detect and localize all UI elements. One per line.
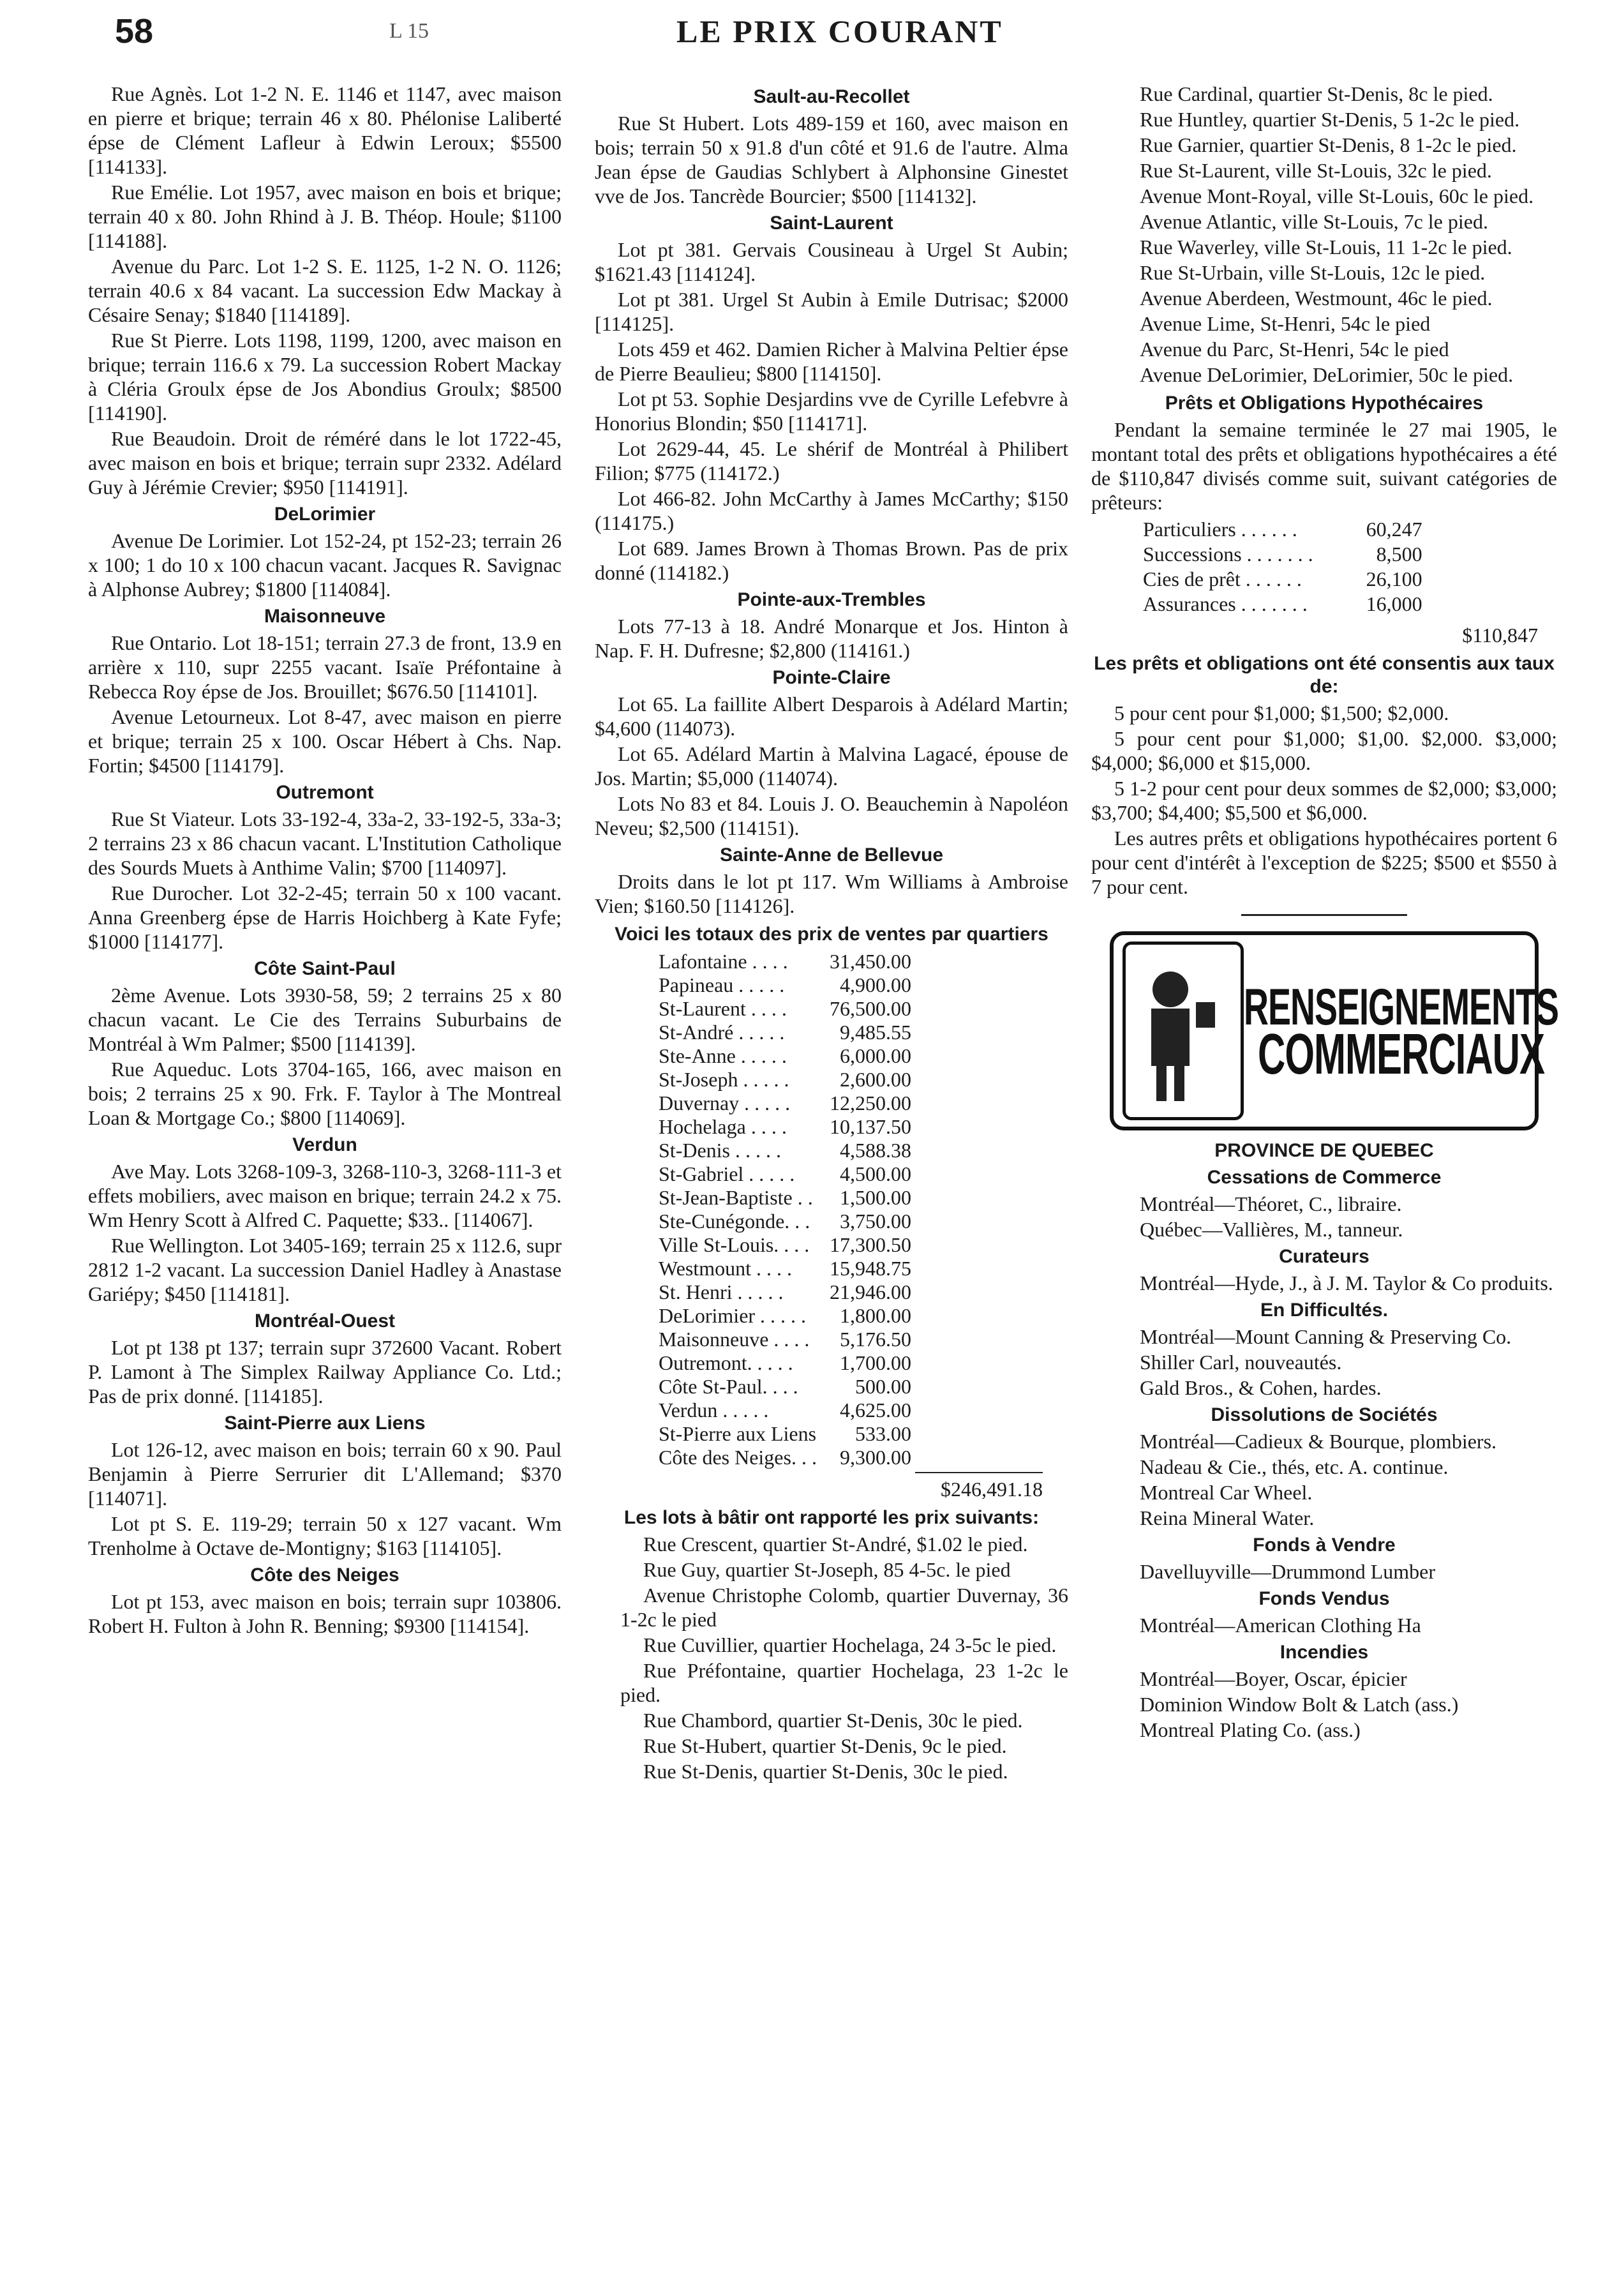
lot-price-entry: Rue St-Urbain, ville St-Louis, 12c le pied. (1140, 261, 1486, 284)
prets-row (1142, 592, 1423, 617)
prets-row (1142, 542, 1423, 567)
totals-row (659, 1233, 911, 1257)
lot-price-entry: Rue Huntley, quartier St-Denis, 5 1-2c le pied. (1140, 108, 1520, 131)
lots-heading: Les lots à bâtir ont rapporté les prix suivants: (623, 1507, 1040, 1528)
lender-amount: 26,100 (1366, 567, 1422, 590)
listing-entry: Lots 459 et 462. Damien Richer à Malvina Peltier épse de Pierre Beaulieu; $800 [114150]. (595, 338, 1068, 385)
lot-price-entry: Rue Waverley, ville St-Louis, 11 1-2c le pied. (1140, 236, 1512, 259)
column-2 (595, 82, 1068, 1785)
taux-heading: Les prêts et obligations ont été consentis aux taux de: (1094, 653, 1555, 697)
listing-entry: Rue Durocher. Lot 32-2-45; terrain 50 x 100 vacant. Anna Greenberg épse de Harris Hoichberg à Kate Fyfe; $1000 [114177]. (88, 882, 562, 953)
listing-entry: Lot pt 153, avec maison en bois; terrain supr 103806. Robert H. Fulton à John R. Benning; $9300 [114154]. (88, 1590, 562, 1637)
banner-line-2: COMMERCIAUX (1258, 1022, 1545, 1086)
listing-entry: Lot 689. James Brown à Thomas Brown. Pas de prix donné (114182.) (595, 537, 1068, 584)
quartier-total: 76,500.00 (829, 997, 911, 1020)
listing-entry: Rue St Hubert. Lots 489-159 et 160, avec maison en bois; terrain 50 x 91.8 d'un côté et 91.6 de l'autre. Alma Jean épse de Gaudias Schlybert à Alphonsine Ginestet vve de Jos. Tancrède Bourcier; $500 [114132]. (595, 112, 1068, 207)
quartier-total: 17,300.50 (829, 1233, 911, 1256)
lot-price-entry: Avenue Atlantic, ville St-Louis, 7c le pied. (1140, 210, 1488, 233)
lender-amount: 8,500 (1376, 543, 1422, 566)
listing-entry: Avenue De Lorimier. Lot 152-24, pt 152-23; terrain 26 x 100; 1 do 10 x 100 chacun vacant. Jacques R. Savignac à Alphonse Aubrey; $1800 [114084]. (88, 529, 562, 601)
listing-entry: Rue Wellington. Lot 3405-169; terrain 25 x 112.6, supr 2812 1-2 vacant. La succession Daniel Hadley à Anastase Gariépy; $450 [114181]. (88, 1234, 562, 1305)
quartier-total: 15,948.75 (829, 1257, 911, 1280)
quartier-total: 9,300.00 (839, 1446, 911, 1469)
listing-entry: Lot 65. Adélard Martin à Malvina Lagacé, épouse de Jos. Martin; $5,000 (114074). (595, 742, 1068, 790)
running-title: LE PRIX COURANT (676, 13, 1003, 49)
commerce-entry: Montréal—American Clothing Ha (1140, 1614, 1421, 1637)
lender-amount: 16,000 (1366, 592, 1422, 615)
column-3 (1091, 82, 1557, 1743)
listing-entry: Rue Ontario. Lot 18-151; terrain 27.3 de front, 13.9 en arrière x 110, supr 2255 vacant. Isaïe Préfontaine à Rebecca Roy épse de Jos. Brouillet; $676.50 [114101]. (88, 631, 562, 703)
totals-row (659, 1351, 911, 1375)
totals-row (659, 1021, 911, 1044)
listing-entry: Rue Emélie. Lot 1957, avec maison en bois et brique; terrain 40 x 80. John Rhind à J. B. Théop. Houle; $1100 [114188]. (88, 181, 562, 252)
quartier-total: 9,485.55 (839, 1021, 911, 1044)
listing-entry: Lot pt 381. Urgel St Aubin à Emile Dutrisac; $2000 [114125]. (595, 288, 1068, 335)
prets-table (1142, 517, 1423, 617)
quartier-total: 12,250.00 (829, 1092, 911, 1114)
totals-row (659, 1257, 911, 1280)
totals-row (659, 997, 911, 1021)
lot-price-entry: Rue Cardinal, quartier St-Denis, 8c le pied. (1140, 82, 1493, 105)
quartier-name: Hochelaga . . . . (659, 1115, 787, 1138)
province-heading: PROVINCE DE QUEBEC (1214, 1140, 1434, 1161)
totals-row (659, 1446, 911, 1469)
commerce-heading: Curateurs (1279, 1246, 1369, 1267)
lot-price-entry: Avenue du Parc, St-Henri, 54c le pied (1140, 338, 1449, 361)
totals-row (659, 1186, 911, 1210)
lender-category: Successions . . . . . . . (1143, 543, 1313, 566)
quartier-name: Maisonneuve . . . . (659, 1328, 810, 1351)
quartier-name: St-Jean-Baptiste . . (659, 1186, 813, 1209)
listing-entry: Lot 466-82. John McCarthy à James McCarthy; $150 (114175.) (595, 487, 1068, 534)
section-heading: Côte des Neiges (250, 1564, 399, 1586)
commerce-entry: Reina Mineral Water. (1140, 1506, 1315, 1529)
quartier-name: Ville St-Louis. . . . (659, 1233, 810, 1256)
listing-entry: Droits dans le lot pt 117. Wm Williams à Ambroise Vien; $160.50 [114126]. (595, 870, 1068, 917)
totals-row (659, 950, 911, 973)
lots-list-continued (1091, 82, 1557, 387)
totals-row (659, 1304, 911, 1328)
commerce-heading: Fonds Vendus (1258, 1588, 1390, 1609)
lot-price-entry: Avenue Christophe Colomb, quartier Duvernay, 36 1-2c le pied (620, 1584, 1068, 1631)
listing-entry: Rue Aqueduc. Lots 3704-165, 166, avec maison en bois; 2 terrains 25 x 90. Frk. F. Taylor à The Montreal Loan & Mortgage Co.; $800 [114069]. (88, 1058, 562, 1129)
listing-entry: Rue Beaudoin. Droit de réméré dans le lot 1722-45, avec maison en bois et brique; terrain supr 2332. Adélard Guy à Jérémie Crevier; $950 [114191]. (88, 427, 562, 499)
section-heading: Saint-Laurent (770, 213, 893, 234)
listing-entry: Lot 126-12, avec maison en bois; terrain 60 x 90. Paul Benjamin à Pierre Serrurier dit L'Allemand; $370 [114071]. (88, 1438, 562, 1510)
lot-price-entry: Rue Chambord, quartier St-Denis, 30c le pied. (643, 1709, 1023, 1732)
totals-row (659, 1115, 911, 1139)
column-2-entries (595, 86, 1068, 918)
quartier-total: 31,450.00 (829, 950, 911, 973)
commerce-heading: Dissolutions de Sociétés (1211, 1404, 1438, 1425)
commerce-heading: Incendies (1280, 1642, 1369, 1663)
listing-entry: 2ème Avenue. Lots 3930-58, 59; 2 terrains 25 x 80 chacun vacant. Le Cie des Terrains Suburbains de Montréal à Wm Palmer; $500 [114139]. (88, 984, 562, 1055)
totals-row (659, 1375, 911, 1399)
quartier-name: Outremont. . . . . (659, 1351, 793, 1374)
listing-entry: Rue Agnès. Lot 1-2 N. E. 1146 et 1147, avec maison en pierre et brique; terrain 46 x 80. Phélonise Laliberté épse de Clément Lafleur à Edwin Leroux; $5500 [114133]. (88, 82, 562, 178)
quartier-total: 3,750.00 (839, 1210, 911, 1233)
quartier-name: Papineau . . . . . (659, 973, 785, 996)
section-heading: DeLorimier (274, 504, 376, 525)
lender-amount: 60,247 (1366, 518, 1422, 541)
taux-entry: 5 pour cent pour $1,000; $1,00. $2,000. $3,000; $4,000; $6,000 et $15,000. (1091, 727, 1557, 774)
listing-entry: Lot pt 53. Sophie Desjardins vve de Cyrille Lefebvre à Honorius Blondin; $50 [114171]. (595, 387, 1068, 435)
renseignements-banner (1110, 931, 1559, 1130)
section-heading: Pointe-aux-Trembles (737, 589, 926, 610)
column-1 (88, 82, 562, 1639)
lot-price-entry: Rue St-Hubert, quartier St-Denis, 9c le pied. (643, 1734, 1007, 1757)
listing-entry: Rue St Pierre. Lots 1198, 1199, 1200, avec maison en brique; terrain 116.6 x 79. La succession Robert Mackay à Cléria Groulx épse de Jos Abondius Groulx; $8500 [114190]. (88, 329, 562, 424)
quartier-total: 6,000.00 (839, 1044, 911, 1067)
quartier-name: St-Joseph . . . . . (659, 1068, 789, 1091)
listing-entry: Lot 65. La faillite Albert Desparois à Adélard Martin; $4,600 (114073). (595, 693, 1068, 740)
listing-entry: Lot 2629-44, 45. Le shérif de Montréal à Philibert Filion; $775 (114172.) (595, 437, 1068, 484)
header-smudge: L 15 (389, 19, 429, 43)
totals-row (659, 1092, 911, 1115)
taux-entry: Les autres prêts et obligations hypothécaires portent 6 pour cent d'intérêt à l'exception de $225; $500 et $550 à 7 pour cent. (1091, 827, 1557, 898)
commerce-heading: Fonds à Vendre (1253, 1534, 1396, 1556)
totals-row (659, 1068, 911, 1092)
lot-price-entry: Avenue Aberdeen, Westmount, 46c le pied. (1140, 287, 1493, 310)
section-heading: Montréal-Ouest (254, 1310, 396, 1332)
totals-row (659, 1210, 911, 1233)
commerce-heading: Cessations de Commerce (1207, 1167, 1442, 1188)
totals-row (659, 1044, 911, 1068)
listing-entry: Lot pt 138 pt 137; terrain supr 372600 Vacant. Robert P. Lamont à The Simplex Railway Appliance Co. Ltd.; Pas de prix donné. [114185]. (88, 1336, 562, 1407)
quartier-total: 1,500.00 (839, 1186, 911, 1209)
commerce-entry: Montréal—Boyer, Oscar, épicier (1140, 1667, 1407, 1690)
quartier-name: St-Denis . . . . . (659, 1139, 781, 1162)
quartier-name: St-André . . . . . (659, 1021, 785, 1044)
listing-entry: Avenue du Parc. Lot 1-2 S. E. 1125, 1-2 N. O. 1126; terrain 40.6 x 84 vacant. La succession Edw Mackay à Césaire Senay; $1840 [114189]. (88, 255, 562, 326)
quartier-name: St. Henri . . . . . (659, 1280, 784, 1303)
section-rule (1241, 914, 1407, 916)
section-heading: Saint-Pierre aux Liens (224, 1413, 426, 1434)
quartier-total: 4,900.00 (839, 973, 911, 996)
lot-price-entry: Rue St-Denis, quartier St-Denis, 30c le pied. (643, 1760, 1008, 1783)
quartier-name: Ste-Cunégonde. . . (659, 1210, 810, 1233)
prets-total: $110,847 (1462, 624, 1538, 647)
quartier-name: St-Gabriel . . . . . (659, 1162, 795, 1185)
totals-row (659, 1162, 911, 1186)
prets-intro: Pendant la semaine terminée le 27 mai 1905, le montant total des prêts et obligations hypothécaires a été de $110,847 divisés comme suit, suivant catégories de prêteurs: (1091, 418, 1557, 514)
quartier-name: Westmount . . . . (659, 1257, 792, 1280)
quartier-total: 4,588.38 (839, 1139, 911, 1162)
lot-price-entry: Rue Préfontaine, quartier Hochelaga, 23 1-2c le pied. (620, 1659, 1068, 1706)
quartier-name: DeLorimier . . . . . (659, 1304, 807, 1327)
quartier-name: Lafontaine . . . . (659, 950, 788, 973)
quartier-total: 4,500.00 (839, 1162, 911, 1185)
commerce-heading: En Difficultés. (1260, 1300, 1389, 1321)
quartier-name: Ste-Anne . . . . . (659, 1044, 787, 1067)
boy-illustration (1123, 942, 1244, 1120)
section-heading: Maisonneuve (264, 606, 386, 627)
commerce-entry: Québec—Vallières, M., tanneur. (1140, 1218, 1403, 1241)
listing-entry: Lots No 83 et 84. Louis J. O. Beauchemin à Napoléon Neveu; $2,500 (114151). (595, 792, 1068, 839)
lot-price-entry: Rue Garnier, quartier St-Denis, 8 1-2c le pied. (1140, 133, 1517, 156)
quartier-total: 1,700.00 (839, 1351, 911, 1374)
totals-row (659, 1280, 911, 1304)
quartier-total: 533.00 (854, 1422, 911, 1445)
section-heading: Sainte-Anne de Bellevue (719, 844, 944, 866)
listing-entry: Avenue Letourneux. Lot 8-47, avec maison en pierre et brique; terrain 25 x 100. Oscar Hébert à Chs. Nap. Fortin; $4500 [114179]. (88, 705, 562, 777)
listing-entry: Rue St Viateur. Lots 33-192-4, 33a-2, 33-192-5, 33a-3; 2 terrains 23 x 86 chacun vacant. L'Institution Catholique des Sourds Muets à Anthime Valin; $700 [114097]. (88, 807, 562, 879)
commerce-entry: Montréal—Théoret, C., libraire. (1140, 1192, 1402, 1215)
lender-category: Cies de prêt . . . . . . (1143, 567, 1302, 590)
totals-row (659, 1328, 911, 1351)
quartier-name: St-Laurent . . . . (659, 997, 787, 1020)
quartier-total: 500.00 (854, 1375, 911, 1398)
quartier-name: Duvernay . . . . . (659, 1092, 791, 1114)
commerce-entry: Dominion Window Bolt & Latch (ass.) (1140, 1693, 1459, 1716)
lender-category: Particuliers . . . . . . (1143, 518, 1297, 541)
section-heading: Verdun (292, 1134, 357, 1155)
quartier-name: Verdun . . . . . (659, 1399, 769, 1422)
totals-row (659, 1422, 911, 1446)
taux-list (1091, 701, 1557, 899)
banner-line-1: RENSEIGNEMENTS (1244, 979, 1559, 1036)
quartier-total: 5,176.50 (839, 1328, 911, 1351)
section-heading: Pointe-Claire (772, 667, 891, 688)
lot-price-entry: Rue St-Laurent, ville St-Louis, 32c le pied. (1140, 159, 1492, 182)
lot-price-entry: Rue Crescent, quartier St-André, $1.02 le pied. (643, 1533, 1028, 1556)
commerce-entry: Davelluyville—Drummond Lumber (1140, 1560, 1436, 1583)
quartier-name: St-Pierre aux Liens (659, 1422, 817, 1445)
prets-row (1142, 517, 1423, 542)
section-heading: Sault-au-Recollet (753, 86, 910, 107)
commerce-list (1091, 1166, 1557, 1742)
grand-total: $246,491.18 (915, 1472, 1043, 1501)
listing-entry: Ave May. Lots 3268-109-3, 3268-110-3, 3268-111-3 et effets mobiliers, avec maison en brique; terrain 24.2 x 75. Wm Henry Scott à Alfred C. Paquette; $33.. [114067]. (88, 1160, 562, 1231)
page-number: 58 (115, 12, 154, 50)
lot-price-entry: Avenue Mont-Royal, ville St-Louis, 60c le pied. (1140, 184, 1534, 207)
quartier-total: 2,600.00 (839, 1068, 911, 1091)
commerce-entry: Gald Bros., & Cohen, hardes. (1140, 1376, 1382, 1399)
commerce-entry: Montréal—Mount Canning & Preserving Co. (1140, 1325, 1512, 1348)
quartier-total: 1,800.00 (839, 1304, 911, 1327)
prets-heading: Prêts et Obligations Hypothécaires (1165, 393, 1484, 414)
listing-entry: Lot pt 381. Gervais Cousineau à Urgel St Aubin; $1621.43 [114124]. (595, 238, 1068, 285)
taux-entry: 5 1-2 pour cent pour deux sommes de $2,000; $3,000; $3,700; $4,400; $5,500 et $6,000. (1091, 777, 1557, 824)
quartier-total: 10,137.50 (829, 1115, 911, 1138)
listing-entry: Lots 77-13 à 18. André Monarque et Jos. Hinton à Nap. F. H. Dufresne; $2,800 (114161.) (595, 615, 1068, 662)
lot-price-entry: Rue Cuvillier, quartier Hochelaga, 24 3-5c le pied. (643, 1633, 1057, 1656)
quartier-total: 4,625.00 (839, 1399, 911, 1422)
lender-category: Assurances . . . . . . . (1143, 592, 1308, 615)
commerce-entry: Montreal Plating Co. (ass.) (1140, 1718, 1361, 1741)
section-heading: Outremont (276, 782, 374, 803)
taux-entry: 5 pour cent pour $1,000; $1,500; $2,000. (1114, 702, 1449, 724)
commerce-entry: Nadeau & Cie., thés, etc. A. continue. (1140, 1455, 1449, 1478)
lot-price-entry: Rue Guy, quartier St-Joseph, 85 4-5c. le pied (643, 1558, 1011, 1581)
commerce-entry: Montreal Car Wheel. (1140, 1481, 1313, 1504)
totals-table (659, 950, 911, 1469)
prets-row (1142, 567, 1423, 592)
section-heading: Côte Saint-Paul (254, 958, 396, 979)
quartier-total: 21,946.00 (829, 1280, 911, 1303)
lot-price-entry: Avenue Lime, St-Henri, 54c le pied (1140, 312, 1431, 335)
lot-price-entry: Avenue DeLorimier, DeLorimier, 50c le pied. (1140, 363, 1514, 386)
totals-row (659, 973, 911, 997)
totals-heading: Voici les totaux des prix de ventes par quartiers (615, 924, 1048, 945)
commerce-entry: Montréal—Cadieux & Bourque, plombiers. (1140, 1430, 1497, 1453)
totals-row (659, 1399, 911, 1422)
quartier-name: Côte St-Paul. . . . (659, 1375, 798, 1398)
totals-row (659, 1139, 911, 1162)
lots-list (595, 1532, 1068, 1783)
listing-entry: Lot pt S. E. 119-29; terrain 50 x 127 vacant. Wm Trenholme à Octave de-Montigny; $163 [114105]. (88, 1512, 562, 1559)
commerce-entry: Shiller Carl, nouveautés. (1140, 1351, 1342, 1374)
quartier-name: Côte des Neiges. . . (659, 1446, 817, 1469)
commerce-entry: Montréal—Hyde, J., à J. M. Taylor & Co produits. (1140, 1272, 1553, 1294)
